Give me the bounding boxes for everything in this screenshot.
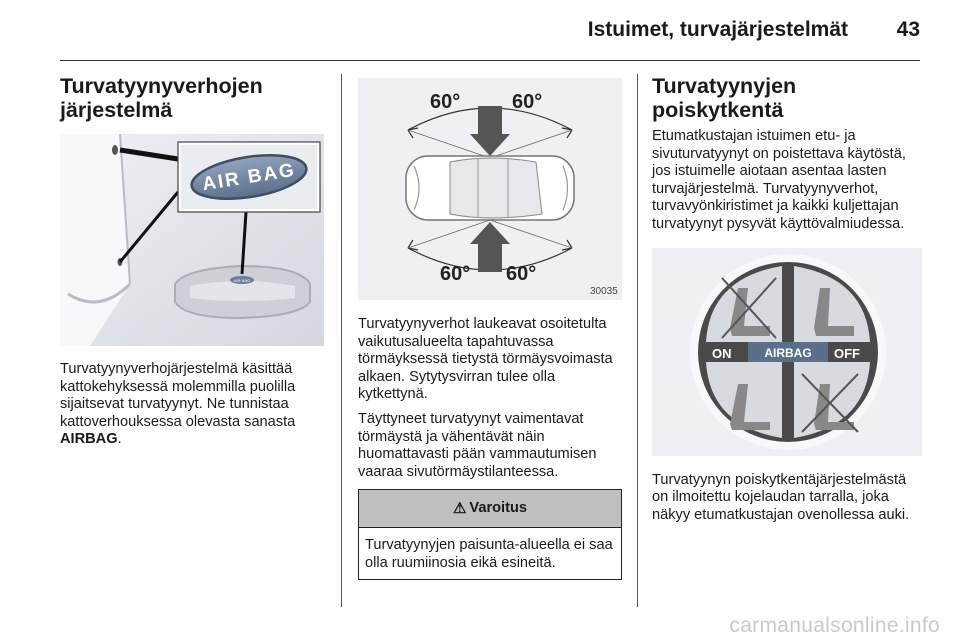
svg-text:30035: 30035 xyxy=(590,286,618,297)
svg-text:ON: ON xyxy=(712,345,732,361)
heading-line-2: poiskytkentä xyxy=(652,98,784,122)
svg-text:AIR BAG: AIR BAG xyxy=(200,159,298,196)
svg-text:60°: 60° xyxy=(440,263,471,285)
section-heading-airbag-deactivation xyxy=(652,74,922,122)
page-number: 43 xyxy=(896,18,920,41)
figure-roof-airbag-label xyxy=(60,134,324,346)
heading-line-1: Turvatyynyverhojen xyxy=(60,74,263,98)
column-divider-right xyxy=(637,74,638,607)
heading-line-2: järjestelmä xyxy=(60,98,173,122)
warning-text: Turvatyynyjen paisunta-alueella ei saa olla ruumiinosia eikä esineitä. xyxy=(365,537,613,571)
heading-line-1: Turvatyynyjen xyxy=(652,74,797,98)
column-3 xyxy=(652,74,922,531)
svg-text:60°: 60° xyxy=(430,91,461,113)
header-title: Istuimet, turvajärjestelmät xyxy=(587,18,848,41)
column-1 xyxy=(60,74,324,456)
curtain-airbag-description: Turvatyynyverhojärjestelmä käsittää kattokehyksessä molemmilla puolilla sijaitsevat turvatyynyt. Ne tunnistaa kattoverhouksessa olevasta sanasta AIRBAG. xyxy=(60,361,296,448)
warning-title: Varoitus xyxy=(469,500,528,517)
svg-text:OFF: OFF xyxy=(834,345,860,361)
svg-text:60°: 60° xyxy=(512,91,543,113)
watermark: carmanualsonline.info xyxy=(729,614,940,637)
figure-activation-zones xyxy=(358,78,622,300)
column-divider-left xyxy=(341,74,342,607)
warning-triangle-icon: ⚠ xyxy=(452,500,467,518)
header-rule xyxy=(60,60,920,61)
deactivation-description: Etumatkustajan istuimen etu- ja sivuturvatyynyt on poistettava käytöstä, jos istuimelle aiotaan asentaa lasten turvajärjestelmä. Turvatyynyverhot, turvavyönkiristimet ja kaikki kuljettajan turvatyynyt pysyvät käyttövalmiudessa. xyxy=(652,128,906,232)
section-heading-curtain-airbags xyxy=(60,74,324,122)
airbag-word: AIRBAG xyxy=(60,431,118,448)
switch-location-description: Turvatyynyn poiskytkentäjärjestelmästä on ilmoitettu kojelaudan tarralla, joka näkyy etumatkustajan ovenollessa auki. xyxy=(652,471,910,523)
svg-text:AIR BAG: AIR BAG xyxy=(233,278,251,283)
damping-description: Täyttyneet turvatyynyt vaimentavat törmäystä ja vähentävät näin huomattavasti pään vammautumisen vaaraa sivutörmäystilanteessa. xyxy=(358,410,597,480)
warning-header xyxy=(359,490,621,528)
figure-airbag-switch-label xyxy=(652,248,922,456)
column-2 xyxy=(358,74,622,580)
svg-text:AIRBAG: AIRBAG xyxy=(764,345,812,360)
warning-box xyxy=(358,489,622,579)
activation-description: Turvatyynyverhot laukeavat osoitetulta vaikutusalueelta tapahtuvassa törmäyksessä tietystä törmäysvoimasta alkaen. Sytytysvirran tulee olla kytkettynä. xyxy=(358,316,613,403)
svg-text:60°: 60° xyxy=(506,263,537,285)
